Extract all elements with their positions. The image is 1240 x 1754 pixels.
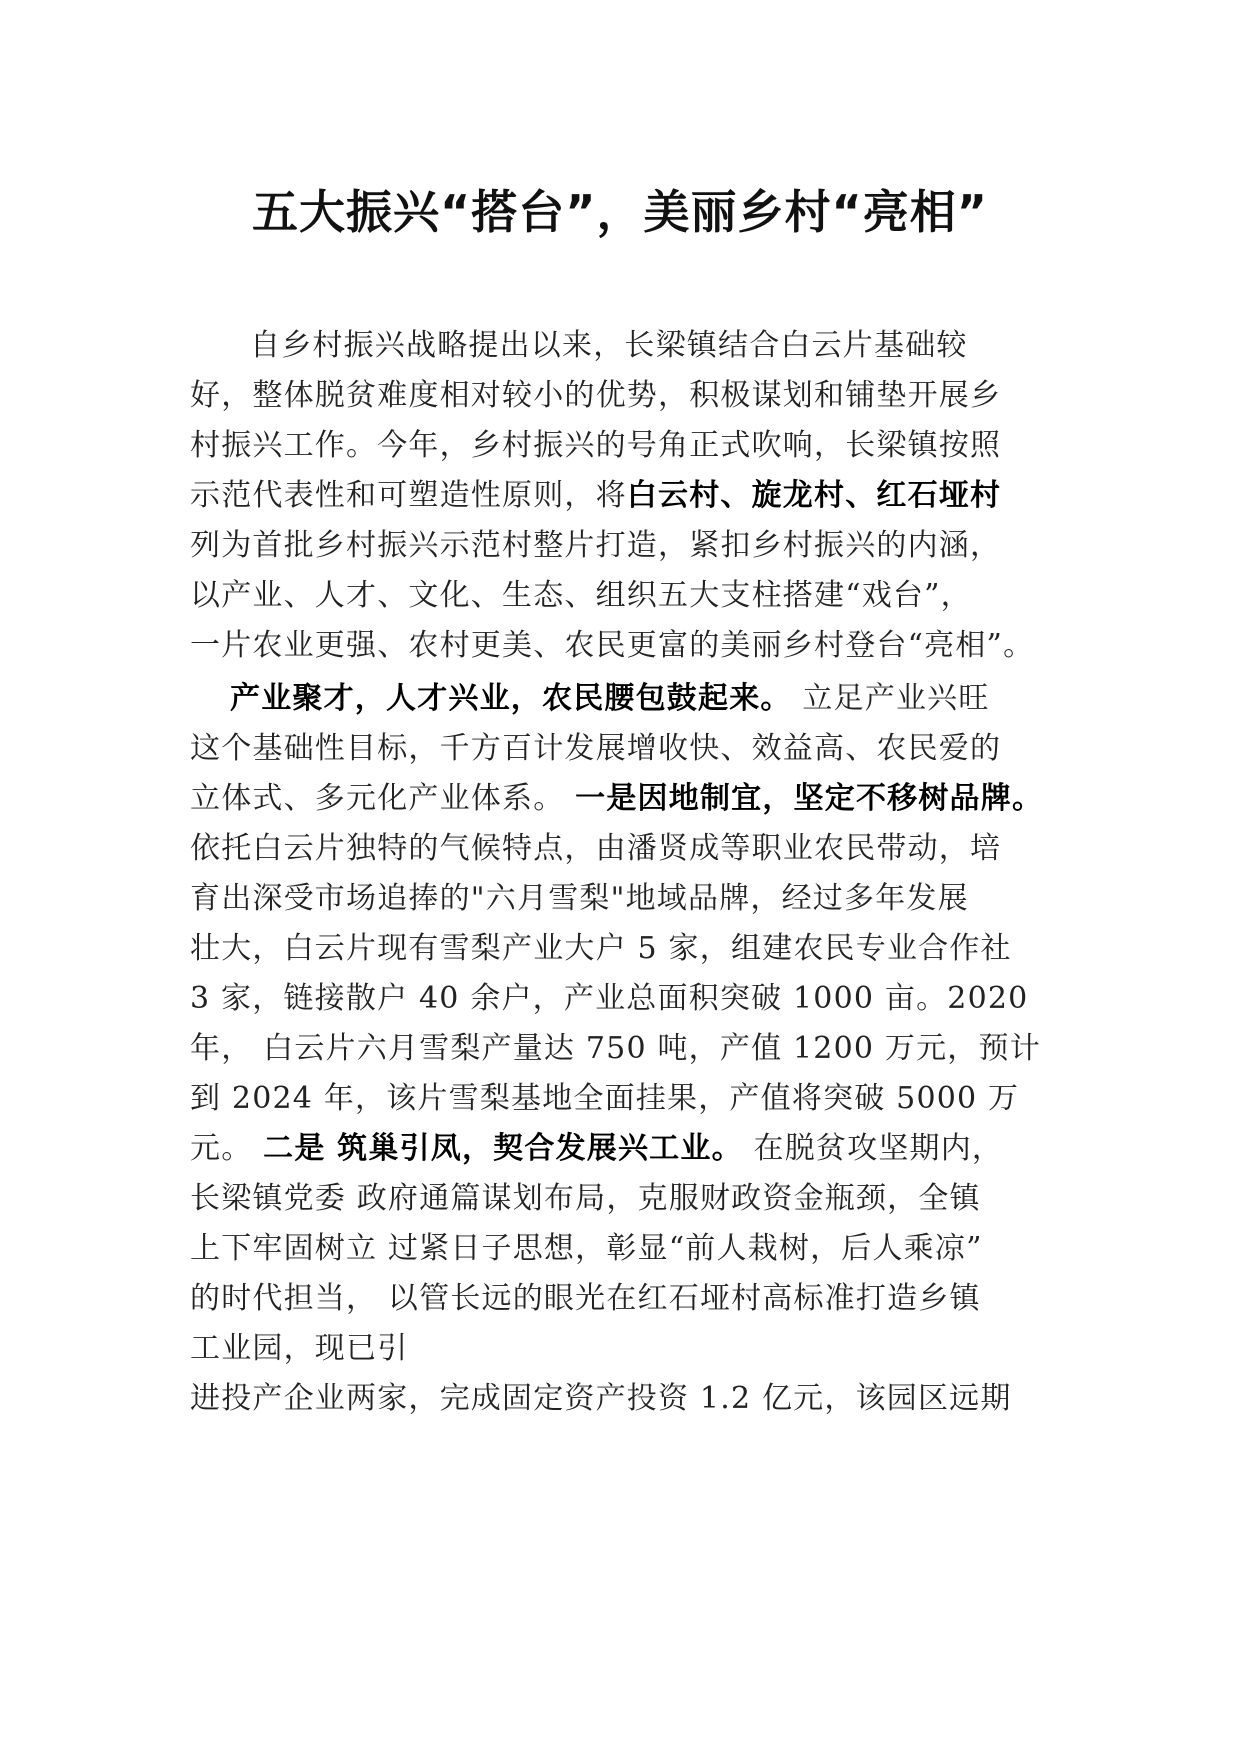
text-span: 的时代担当， 以管长远的眼光在红石垭村高标准打造乡镇 [190,1281,981,1316]
text-span: 年， 白云片六月雪梨产量达 750 吨，产值 1200 万元，预计 [190,1031,1041,1066]
paragraph-line [190,925,1050,973]
text-span: 在脱贫攻坚期内， [742,1131,1004,1166]
paragraph-line [190,422,1050,470]
text-span: 到 2024 年，该片雪梨基地全面挂果，产值将突破 5000 万 [190,1081,1020,1116]
text-span: 3 家，链接散户 40 余户，产业总面积突破 1000 亩。2020 [190,981,1029,1016]
text-span: 好，整体脱贫难度相对较小的优势，积极谋划和铺垫开展乡 [190,378,1002,413]
paragraph-line [190,372,1050,420]
paragraph-line [190,975,1050,1023]
text-span: 一片农业更强、农村更美、农民更富的美丽乡村登台“亮相”。 [190,628,1035,663]
bold-text: 产业聚才，人才兴业，农民腰包鼓起来。 [230,681,792,716]
text-span: 工业园，现已引 [190,1331,409,1366]
text-span: 依托白云片独特的气候特点，由潘贤成等职业农民带动，培 [190,831,1002,866]
paragraph-line [190,572,1050,620]
paragraph-line [190,1025,1050,1073]
text-span: 壮大，白云片现有雪梨产业大户 5 家，组建农民专业合作社 [190,931,1012,966]
text-span: 这个基础性目标，千方百计发展增收快、效益高、农民爱的 [190,731,1002,766]
bold-text: 二是 筑巢引凤，契合发展兴工业。 [263,1131,743,1166]
text-span: 育出深受市场追捧的"六月雪梨"地域品牌，经过多年发展 [190,881,969,916]
page-title: 五大振兴“搭台”，美丽乡村“亮相” [252,185,988,239]
paragraph-line [190,472,1050,520]
text-span: 元。 [190,1131,264,1166]
text-span: 村振兴工作。今年，乡村振兴的号角正式吹响，长梁镇按照 [190,428,1002,463]
paragraph-line [190,1375,1050,1423]
paragraph-line [190,322,1110,370]
bold-text: 白云村、旋龙村、红石垭村 [626,478,1002,513]
paragraph-line [190,1075,1050,1123]
paragraph-line [190,1225,1050,1273]
paragraph-line [190,522,1050,570]
text-span: 立足产业兴旺 [791,681,990,716]
text-span: 以产业、人才、文化、生态、组织五大支柱搭建“戏台”， [190,578,972,613]
paragraph-line [190,775,1050,823]
text-span: 上下牢固树立 过紧日子思想，彰显“前人栽树，后人乘凉” [190,1231,983,1266]
paragraph-line [190,1175,1050,1223]
paragraph-line [190,1125,1050,1173]
paragraph-line [190,1325,1050,1373]
paragraph-line [190,875,1050,923]
paragraph-line [190,725,1050,773]
text-span: 示范代表性和可塑造性原则，将 [190,478,627,513]
paragraph-line [190,675,1090,723]
paragraph-line [190,622,1050,670]
text-span: 长梁镇党委 政府通篇谋划布局，克服财政资金瓶颈，全镇 [190,1181,981,1216]
bold-text: 一是因地制宜，坚定不移树品牌。 [575,781,1044,816]
paragraph-line [190,1275,1050,1323]
text-span: 自乡村振兴战略提出以来，长梁镇结合白云片基础较 [250,328,968,363]
text-span: 立体式、多元化产业体系。 [190,781,576,816]
text-span: 列为首批乡村振兴示范村整片打造，紧扣乡村振兴的内涵， [190,528,1002,563]
paragraph-line [190,825,1050,873]
text-span: 进投产企业两家，完成固定资产投资 1.2 亿元，该园区远期 [190,1381,1012,1416]
